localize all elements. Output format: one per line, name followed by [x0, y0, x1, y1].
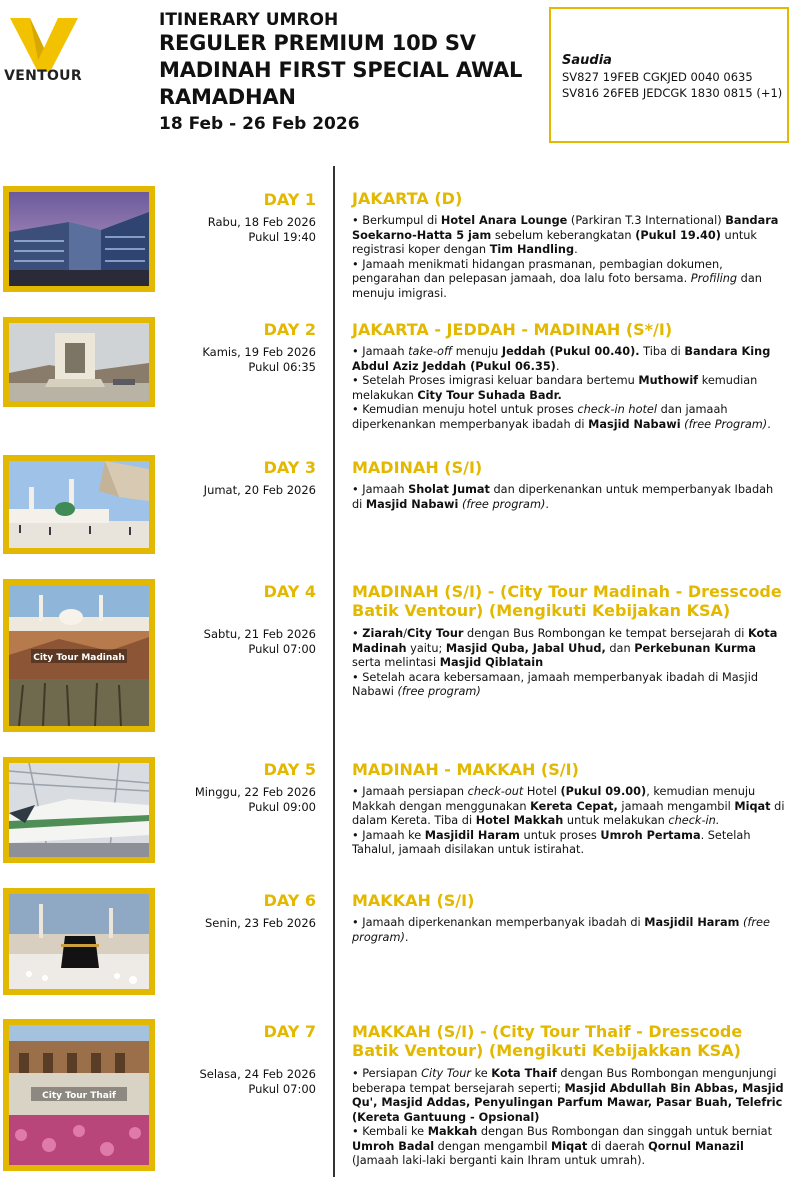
nabawi-photo	[3, 455, 155, 554]
day-number: DAY 2	[263, 320, 316, 339]
itinerary-header	[159, 10, 544, 136]
city-tour-thaif-collage	[3, 1019, 155, 1171]
description-paragraph	[352, 214, 787, 258]
description-paragraph	[352, 785, 787, 829]
emphasis-bold: Jeddah (Pukul 00.40).	[501, 345, 640, 358]
emphasis-bold: Masjid Nabawi	[365, 497, 459, 511]
day-description	[352, 627, 787, 700]
emphasis-bold: Masjid Nabawi	[588, 417, 681, 431]
emphasis-bold: Masjidil Haram	[644, 916, 740, 929]
text-run: , kemudian menuju Makkah dengan menggunakan	[352, 785, 756, 813]
text-run: untuk melakukan	[563, 814, 669, 827]
package-title: REGULER PREMIUM 10D SV MADINAH FIRST SPECIAL AWAL RAMADHAN	[159, 31, 523, 109]
text-run: ke	[471, 1067, 492, 1080]
day-date: Jumat, 20 Feb 2026	[203, 483, 316, 497]
day-date: Rabu, 18 Feb 2026	[207, 215, 316, 229]
text-run: .	[574, 243, 578, 256]
emphasis-bold: Masjidil Haram	[424, 828, 520, 842]
airport-photo	[3, 186, 155, 292]
timeline-divider	[333, 166, 335, 1177]
kaaba-photo	[3, 888, 155, 995]
emphasis-bold: Tim Handling	[489, 243, 575, 256]
emphasis-italic: Profiling	[690, 272, 738, 285]
text-run: • Jamaah menikmati hidangan prasmanan, pembagian dokumen, pengarahan dan pelepasan jamaah, doa lalu foto bersama.	[352, 257, 723, 285]
emphasis-bold: Ziarah	[362, 627, 404, 640]
text-run: /	[403, 627, 408, 640]
text-run: dengan Bus Rombongan ke tempat bersejarah di	[463, 627, 748, 640]
text-run: (Parkiran T.3 International)	[567, 214, 726, 227]
day-number: DAY 5	[263, 760, 316, 779]
day-date: Minggu, 22 Feb 2026	[194, 785, 316, 799]
day-title: MAKKAH (S/I)	[352, 891, 475, 910]
emphasis-bold: Miqat	[734, 799, 771, 813]
text-run: dan menuju imigrasi.	[352, 272, 762, 300]
brand-name: VENTOUR	[4, 68, 82, 84]
emphasis-bold: Kota Thaif	[491, 1067, 557, 1080]
collage-caption: City Tour Thaif	[42, 1091, 116, 1101]
day-title: MAKKAH (S/I) - (City Tour Thaif - Dresscode Batik Ventour) (Mengikuti Kebijakkan KSA)	[352, 1022, 743, 1060]
day-description	[352, 785, 787, 858]
emphasis-bold: City Tour Suhada Badr.	[417, 388, 562, 402]
text-run: di dalam Kereta. Tiba di	[352, 799, 785, 827]
flight-line-return: SV816 26FEB JEDCGK 1830 0815 (+1)	[562, 86, 783, 100]
text-run: • Setelah Proses imigrasi keluar bandara bertemu	[352, 374, 639, 387]
text-run: • Jamaah diperkenankan memperbanyak ibadah di	[352, 916, 645, 929]
day-number: DAY 7	[263, 1022, 316, 1041]
description-paragraph	[352, 1067, 787, 1125]
emphasis-bold: Muthowif	[638, 374, 699, 387]
day-number: DAY 4	[263, 582, 316, 601]
airline-name: Saudia	[562, 53, 612, 68]
emphasis-bold: Umroh Badal	[352, 1139, 435, 1153]
flight-info-box	[549, 7, 789, 143]
day-number: DAY 1	[263, 190, 316, 209]
emphasis-bold: City Tour	[407, 627, 464, 640]
description-paragraph	[352, 1125, 787, 1169]
emphasis-italic: check-in.	[668, 814, 720, 827]
day-number: DAY 3	[263, 458, 316, 477]
day-date: Kamis, 19 Feb 2026	[202, 345, 316, 359]
description-paragraph	[352, 916, 787, 945]
emphasis-bold: (Pukul 19.40)	[635, 228, 721, 242]
city-tour-madinah-collage	[3, 579, 155, 732]
text-run: menuju	[452, 345, 502, 358]
day-description	[352, 345, 787, 432]
day-date: Selasa, 24 Feb 2026	[199, 1067, 316, 1081]
emphasis-bold: Makkah	[427, 1125, 478, 1138]
day-description	[352, 1067, 787, 1169]
emphasis-bold: Bandara Soekarno-Hatta 5 jam	[352, 214, 779, 242]
emphasis-bold: Sholat Jumat	[408, 483, 490, 496]
text-run: .	[767, 417, 771, 431]
day-time: Pukul 09:00	[248, 800, 316, 814]
text-run: • Persiapan	[352, 1067, 422, 1080]
text-run: serta melintasi	[352, 656, 440, 669]
emphasis-italic: (free program)	[352, 916, 770, 944]
emphasis-bold: Kereta Cepat,	[530, 799, 618, 813]
text-run: • Kemudian menuju hotel untuk proses	[352, 403, 578, 416]
text-run: • Kembali ke	[352, 1125, 428, 1138]
text-run: (Jamaah laki-laki berganti kain Ihram untuk umrah).	[352, 1154, 646, 1167]
description-paragraph	[352, 345, 787, 374]
description-paragraph	[352, 258, 787, 302]
day-title: JAKARTA - JEDDAH - MADINAH (S*/I)	[352, 320, 673, 339]
emphasis-italic: (free program)	[397, 685, 481, 698]
header-subtitle: ITINERARY UMROH	[159, 10, 339, 30]
day-time: Pukul 07:00	[248, 1082, 316, 1096]
emphasis-bold: Masjid Abdullah Bin Abbas, Masjid Qu', Masjid Addas, Penyulingan Parfum Mawar, Pasar Buah, Telefric (Kereta Gantuung - Opsional)	[352, 1081, 784, 1124]
fast-train-photo	[3, 757, 155, 863]
text-run: dengan mengambil	[434, 1139, 552, 1153]
day-time: Pukul 07:00	[248, 642, 316, 656]
collage-caption: City Tour Madinah	[33, 653, 125, 663]
day-date: Senin, 23 Feb 2026	[204, 916, 316, 930]
text-run: kemudian melakukan	[352, 374, 758, 402]
flight-line-outbound: SV827 19FEB CGKJED 0040 0635	[562, 70, 753, 84]
day-time: Pukul 06:35	[248, 360, 316, 374]
text-run: • Jamaah persiapan	[352, 785, 468, 798]
emphasis-bold: Umroh Pertama	[600, 828, 701, 842]
emphasis-bold: Hotel Makkah	[475, 814, 564, 827]
monument-photo	[3, 317, 155, 407]
emphasis-italic: City Tour	[421, 1067, 472, 1080]
day-title: MADINAH - MAKKAH (S/I)	[352, 760, 579, 779]
text-run: Tiba di	[639, 345, 685, 358]
text-run: dan	[605, 641, 635, 655]
day-description	[352, 916, 787, 945]
emphasis-bold: Bandara King Abdul Aziz Jeddah (Pukul 06.35)	[352, 345, 771, 373]
text-run: untuk registrasi koper dengan	[352, 228, 757, 256]
text-run: .	[404, 930, 409, 944]
day-date: Sabtu, 21 Feb 2026	[203, 627, 316, 641]
description-paragraph	[352, 403, 787, 432]
text-run: • Berkumpul di	[352, 214, 441, 227]
text-run: .	[555, 359, 560, 373]
day-title: MADINAH (S/I) - (City Tour Madinah - Dresscode Batik Ventour) (Mengikuti Kebijakan KSA)	[352, 582, 782, 620]
emphasis-bold: Perkebunan Kurma	[634, 641, 756, 655]
day-description	[352, 214, 787, 301]
emphasis-bold: Miqat	[551, 1139, 588, 1153]
day-description	[352, 483, 787, 512]
text-run: • Jamaah	[352, 483, 409, 496]
text-run: •	[352, 627, 363, 640]
emphasis-bold: Qornul Manazil	[648, 1139, 744, 1153]
description-paragraph	[352, 627, 787, 671]
text-run: Hotel	[523, 785, 561, 798]
text-run: • Jamaah	[352, 345, 409, 358]
description-paragraph	[352, 671, 787, 700]
description-paragraph	[352, 483, 787, 512]
emphasis-italic: (free Program)	[684, 417, 768, 431]
emphasis-bold: Masjid Qiblatain	[439, 656, 544, 669]
emphasis-italic: check-in hotel	[577, 403, 658, 416]
description-paragraph	[352, 829, 787, 858]
text-run: dan diperkenankan untuk memperbanyak Ibadah di	[352, 483, 774, 511]
text-run: • Jamaah ke	[352, 828, 425, 842]
description-paragraph	[352, 374, 787, 403]
package-dates: 18 Feb - 26 Feb 2026	[159, 114, 360, 134]
day-time: Pukul 19:40	[248, 230, 316, 244]
emphasis-bold: (Pukul 09.00)	[560, 785, 647, 798]
text-run: di daerah	[587, 1139, 649, 1153]
emphasis-italic: take-off	[408, 345, 453, 358]
text-run: • Setelah acara kebersamaan, jamaah memperbanyak ibadah di Masjid Nabawi	[352, 670, 758, 698]
day-title: MADINAH (S/I)	[352, 458, 483, 477]
text-run: sebelum keberangkatan	[491, 228, 636, 242]
text-run: untuk proses	[519, 828, 601, 842]
day-number: DAY 6	[263, 891, 316, 910]
emphasis-bold: Kota Madinah	[352, 627, 778, 655]
text-run: .	[545, 497, 549, 511]
emphasis-bold: Hotel Anara Lounge	[440, 214, 568, 227]
emphasis-italic: check-out	[467, 785, 524, 798]
text-run: yaitu;	[406, 641, 446, 655]
day-title: JAKARTA (D)	[352, 189, 463, 208]
text-run: . Setelah Tahalul, jamaah disilakan untuk istirahat.	[352, 828, 751, 856]
emphasis-italic: (free program)	[461, 497, 546, 511]
text-run: dan jamaah diperkenankan memperbanyak ibadah di	[352, 403, 728, 431]
text-run: dengan Bus Rombongan mengunjungi beberapa tempat bersejarah seperti;	[352, 1067, 777, 1095]
emphasis-bold: Masjid Quba, Jabal Uhud,	[445, 641, 606, 655]
text-run: jamaah mengambil	[617, 799, 735, 813]
text-run: dengan Bus Rombongan dan singgah untuk berniat	[477, 1125, 773, 1138]
